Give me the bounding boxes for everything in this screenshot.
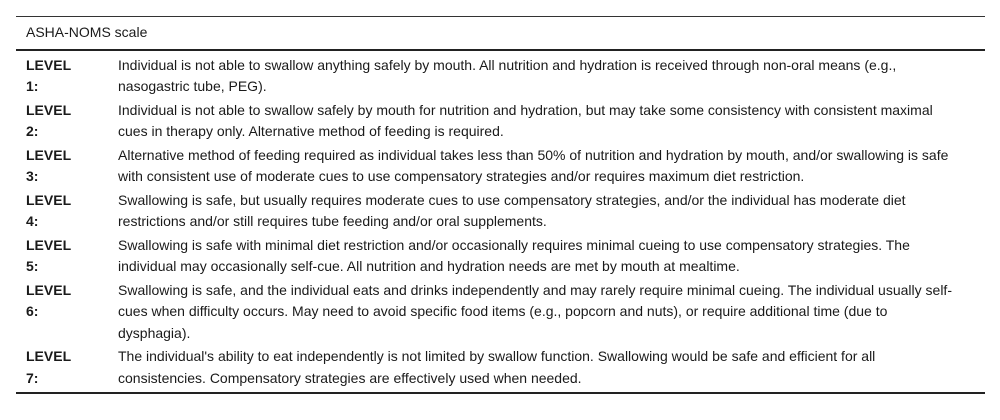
- table-row: [16, 143, 985, 188]
- level-cell: [16, 278, 108, 345]
- level-cell: [16, 98, 108, 143]
- table-row: [16, 233, 985, 278]
- description-cell: Alternative method of feeding required as individual takes less than 50% of nutrition and hydration by mouth, and/or swallowing is safe with consistent use of moderate cues to use compensatory strategies and/or requires maximum diet restriction.: [118, 146, 949, 184]
- level-label: LEVEL 2:: [26, 101, 71, 139]
- level-label: LEVEL 5:: [26, 236, 71, 274]
- description-cell: Swallowing is safe, and the individual eats and drinks independently and may rarely require minimal cueing. The individual usually self-cues when difficulty occurs. May need to avoid specific food items (e.g., popcorn and nuts), or require additional time (due to dysphagia).: [118, 281, 952, 341]
- description-cell: The individual's ability to eat independently is not limited by swallow function. Swallowing would be safe and efficient for all consistencies. Compensatory strategies are effectively used when needed.: [118, 348, 876, 386]
- level-cell: [16, 188, 108, 233]
- level-cell: [16, 344, 108, 393]
- table-row: [16, 50, 985, 98]
- level-label: LEVEL 3:: [26, 146, 71, 184]
- asha-noms-table: [16, 16, 985, 394]
- level-label: LEVEL 1:: [26, 56, 71, 94]
- table-header-row: [16, 17, 985, 50]
- level-cell: [16, 50, 108, 98]
- description-cell: Individual is not able to swallow safely by mouth for nutrition and hydration, but may take some consistency with consistent maximal cues in therapy only. Alternative method of feeding is required.: [118, 101, 933, 139]
- level-label: LEVEL 4:: [26, 191, 71, 229]
- description-cell: Individual is not able to swallow anything safely by mouth. All nutrition and hydration is received through non-oral means (e.g., nasogastric tube, PEG).: [118, 56, 897, 94]
- level-cell: [16, 233, 108, 278]
- table-header: ASHA-NOMS scale: [16, 17, 985, 50]
- table-row: [16, 188, 985, 233]
- description-cell: Swallowing is safe with minimal diet restriction and/or occasionally requires minimal cueing to use compensatory strategies. The individual may occasionally self-cue. All nutrition and hydration needs are met by mouth at mealtime.: [118, 236, 910, 274]
- asha-noms-table-container: [16, 16, 985, 394]
- table-row: [16, 344, 985, 393]
- table-row: [16, 278, 985, 345]
- description-cell: Swallowing is safe, but usually requires moderate cues to use compensatory strategies, and/or the individual has moderate diet restrictions and/or still requires tube feeding and/or oral supplements.: [118, 191, 906, 229]
- level-label: LEVEL 6:: [26, 281, 71, 319]
- table-row: [16, 98, 985, 143]
- level-cell: [16, 143, 108, 188]
- level-label: LEVEL 7:: [26, 348, 71, 386]
